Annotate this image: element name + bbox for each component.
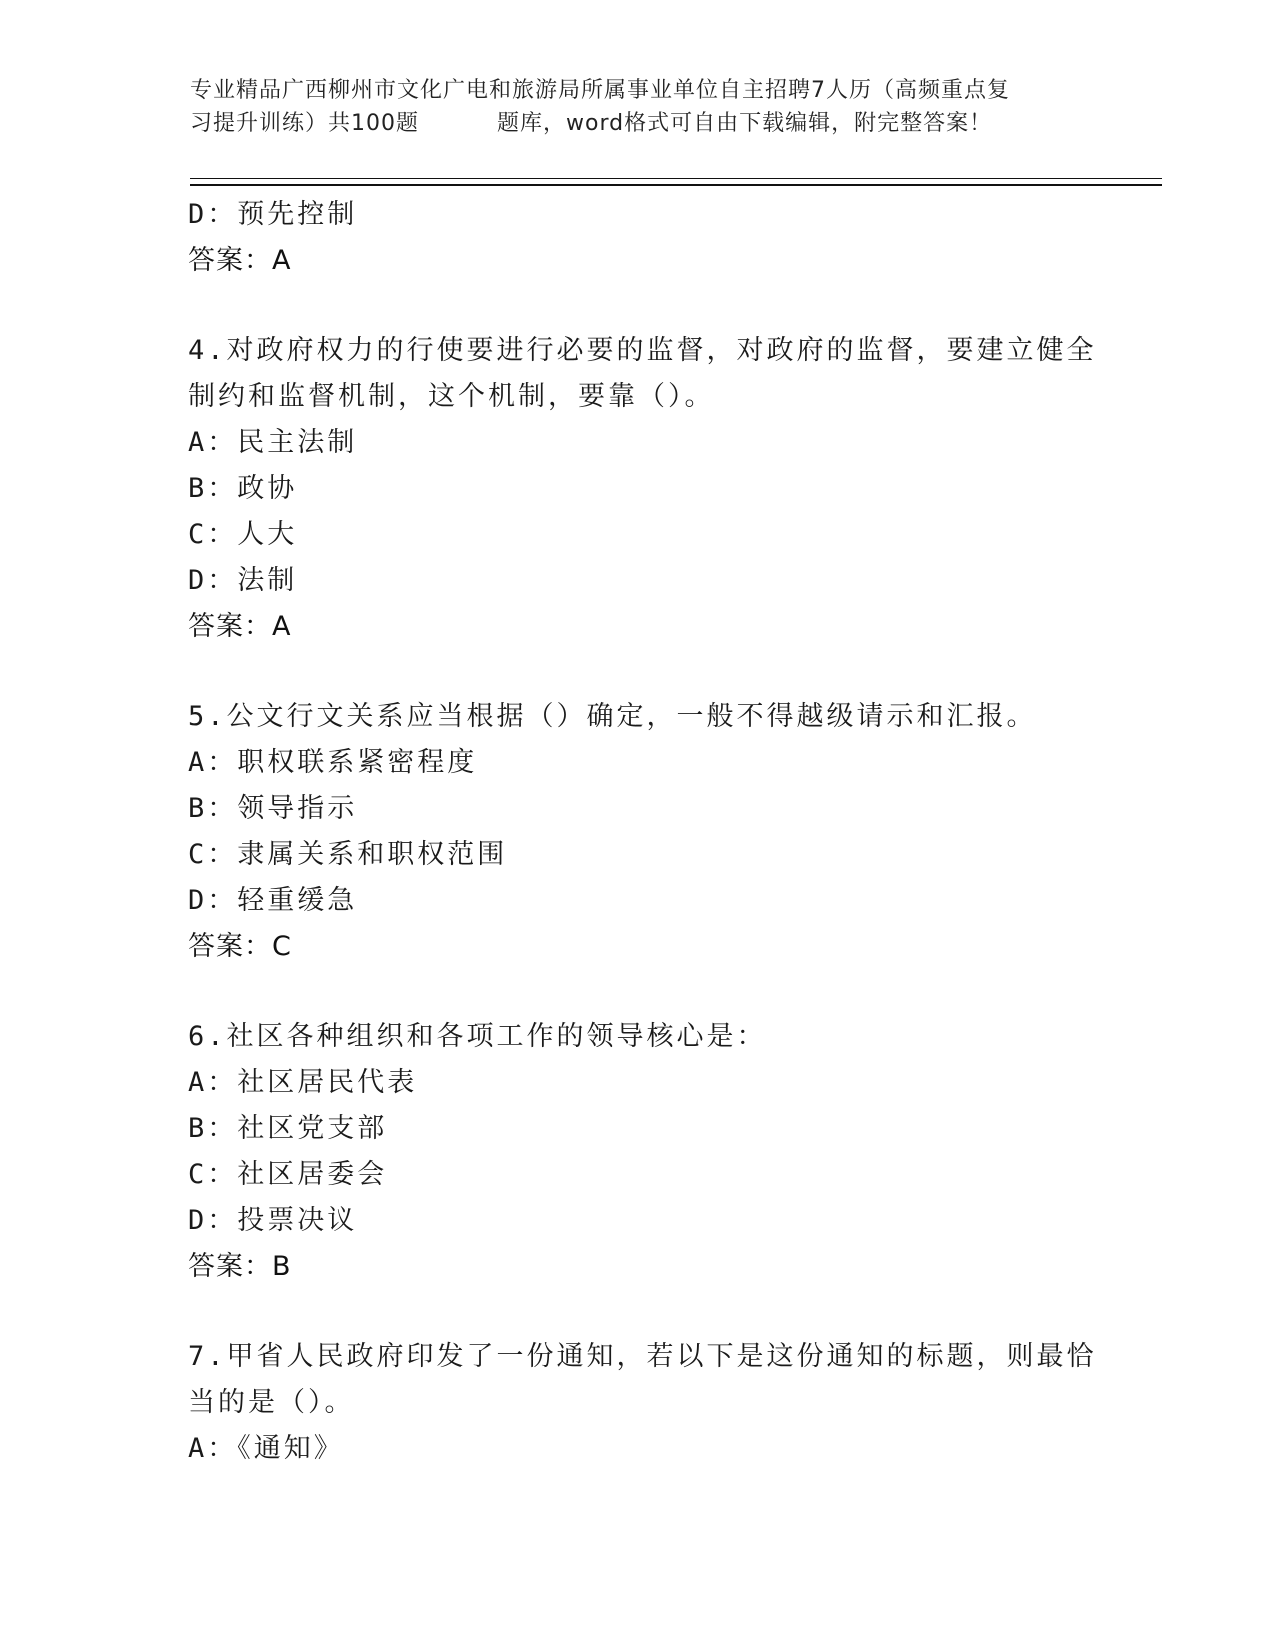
question-content (188, 192, 1097, 1472)
question-7-stem-line-2: 当的是（）。 (188, 1387, 355, 1418)
question-7-stem-line-1: 7.甲省人民政府印发了一份通知，若以下是这份通知的标题，则最恰 (188, 1341, 1097, 1372)
question-4-option-a: A：民主法制 (188, 427, 358, 458)
question-4-answer: 答案：A (188, 611, 292, 642)
header-rule-thin (190, 178, 1162, 179)
question-5-option-d: D：轻重缓急 (188, 885, 358, 916)
header-title-part-b: 题库，word格式可自由下载编辑，附完整答案！ (497, 111, 993, 136)
question-4-option-b: B：政协 (188, 473, 298, 504)
header-rule-thick (190, 184, 1162, 186)
header-title-line-2 (190, 107, 1090, 140)
spacer (188, 970, 1088, 1014)
question-7-option-a: A：《通知》 (188, 1433, 344, 1464)
question-5-option-b: B：领导指示 (188, 793, 358, 824)
spacer (188, 1290, 1088, 1334)
question-4-option-d: D：法制 (188, 565, 298, 596)
header-title-line-1: 专业精品广西柳州市文化广电和旅游局所属事业单位自主招聘7人历（高频重点复 (190, 78, 1010, 103)
question-6-option-a: A：社区居民代表 (188, 1067, 418, 1098)
question-5-option-a: A：职权联系紧密程度 (188, 747, 478, 778)
page-header (190, 74, 1090, 140)
question-6-option-c: C：社区居委会 (188, 1159, 388, 1190)
question-4-stem-line-1: 4.对政府权力的行使要进行必要的监督，对政府的监督，要建立健全 (188, 335, 1097, 366)
question-4-option-c: C：人大 (188, 519, 298, 550)
prev-answer: 答案：A (188, 245, 292, 276)
question-6-option-d: D：投票决议 (188, 1205, 358, 1236)
question-5-stem-line-1: 5.公文行文关系应当根据（）确定，一般不得越级请示和汇报。 (188, 701, 1037, 732)
question-4-stem-line-2: 制约和监督机制，这个机制，要靠（）。 (188, 381, 715, 412)
question-6-option-b: B：社区党支部 (188, 1113, 388, 1144)
spacer (188, 284, 1088, 328)
spacer (188, 650, 1088, 694)
question-5-answer: 答案：C (188, 931, 292, 962)
question-5-option-c: C：隶属关系和职权范围 (188, 839, 508, 870)
header-title-part-a: 习提升训练）共100题 (190, 111, 419, 136)
question-6-stem-line-1: 6.社区各种组织和各项工作的领导核心是： (188, 1021, 767, 1052)
prev-option-d: D：预先控制 (188, 199, 358, 230)
question-6-answer: 答案：B (188, 1251, 292, 1282)
